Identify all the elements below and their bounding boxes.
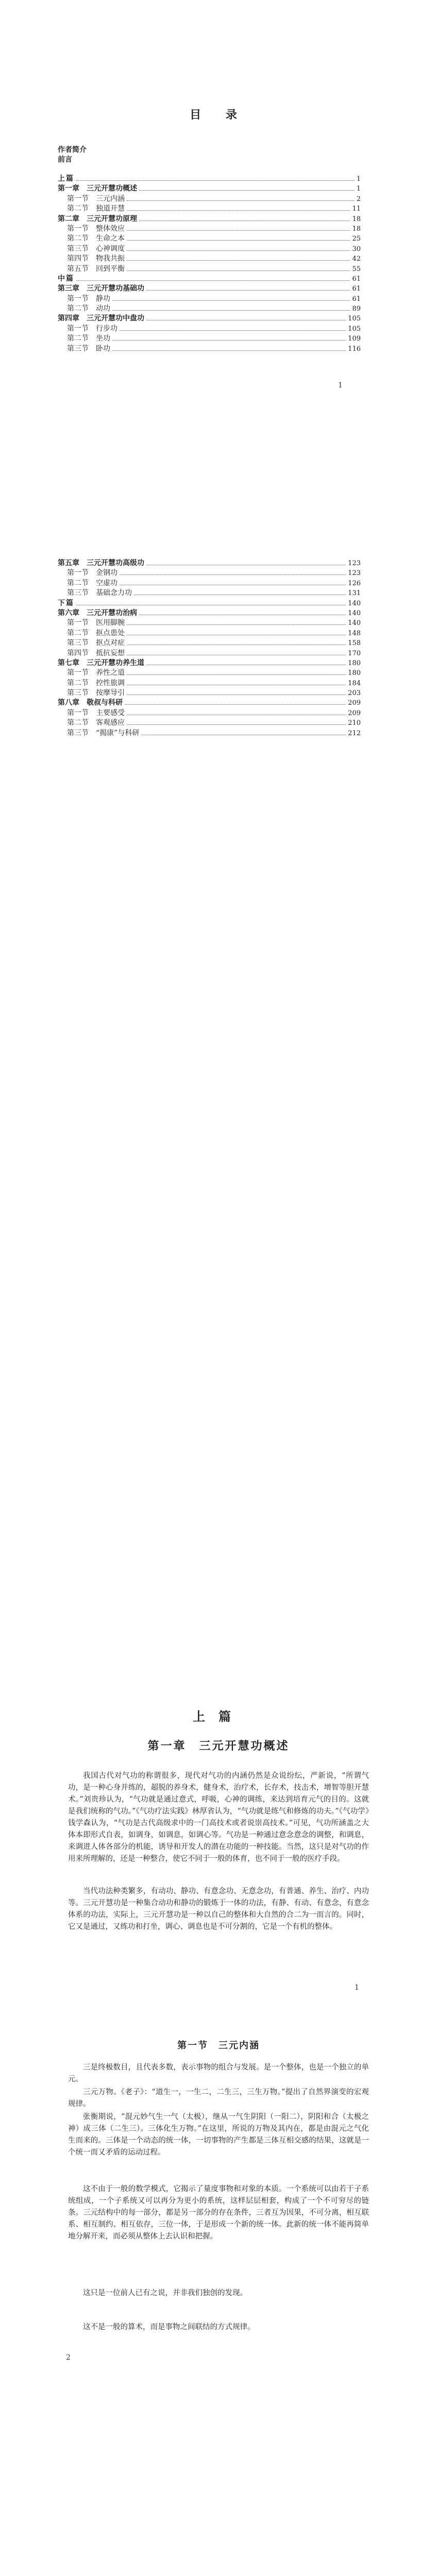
toc-entry-label: 第一节 医用脚腕 bbox=[67, 619, 125, 628]
toc-entry-label: 第二节 抠点患处 bbox=[67, 629, 125, 637]
toc-entry bbox=[58, 224, 361, 234]
toc-entry bbox=[58, 194, 361, 204]
page-mark: 1 bbox=[355, 1984, 359, 1992]
toc-entry bbox=[58, 344, 361, 354]
toc-entry-label: 第三节 基础念力功 bbox=[67, 589, 132, 598]
toc-list-part-b bbox=[58, 558, 361, 738]
toc-entry-label: 第一节 整体效应 bbox=[67, 224, 125, 233]
toc-entry-label: 第七章 三元开慧功养生道 bbox=[58, 658, 144, 667]
toc-entry-label: 第二节 空虚功 bbox=[67, 579, 117, 587]
paragraph: 当代功法种类繁多，有动功、静功、有意念功、无意念功，有普通、养生、治疗、内功等。三元开慧功是一种集合动功和静功的锻炼于一体的功法，有静、有动、有意念，有意念体系的功法，实际上，三元开慧功是一种以自己的整体和大自然的合二为一而言的。同时，它又是通过，又练功和打坐，调心、调息也是不可分割的，它是一个有机的整体。 bbox=[68, 1887, 369, 1931]
toc-entry-page: 18 bbox=[352, 215, 361, 223]
toc-leader-dots bbox=[76, 180, 355, 181]
toc-leader-dots bbox=[112, 350, 346, 351]
toc-entry bbox=[58, 668, 361, 678]
toc-entry bbox=[58, 324, 361, 334]
toc-entry-page: 184 bbox=[348, 679, 361, 687]
toc-leader-dots bbox=[146, 290, 350, 291]
toc-entry bbox=[58, 588, 361, 598]
paragraph: 我国古代对气功的称谓很多，现代对气功的内涵仍然是众说纷纭，严新说，“所谓气功，是一种心身并练的，超脱的养身术，健身术，治疗术，长存术，技击术，增智等胆开慧术。”刘贵珍认为，“气功就是通过意式，呼吸，心神的调练，来达到培育元气的目的。这就是我们统称的气功。”《气功疗法实践》林厚省认为，“气功就是练气和修炼的功夫。”《气功学》钱学森认为，“气功是古代高级求中的一门高技术或者说崇高技术。”可见，气功所涵盖之大体本即形式自表，如调身，如调息，如调心等。气功是一种通过意念意念的调整，和调息，来调进人体各部分的机能，诱导和开发人的潜在功能的一种技能。当然，这只是对气功的作用来所理解的，还是一种整合，使它不同于一般的体育，也不同于一般的医疗手段。 bbox=[68, 1772, 369, 1863]
toc-entry-label: 第一节 养性之道 bbox=[67, 669, 125, 677]
text-page bbox=[0, 2391, 437, 2576]
toc-entry-label: 第三节 “揭康”与科研 bbox=[67, 728, 140, 737]
toc-entry bbox=[58, 334, 361, 344]
toc-entry-label: 下篇 bbox=[58, 599, 74, 607]
toc-entry-page: 25 bbox=[352, 235, 361, 243]
toc-entry bbox=[58, 274, 361, 284]
toc-leader-dots bbox=[127, 724, 346, 725]
toc-entry-page: 105 bbox=[348, 315, 361, 323]
toc-entry-page: 140 bbox=[348, 619, 361, 628]
toc-leader-dots bbox=[127, 210, 350, 211]
toc-entry-label: 第二节 坐功 bbox=[67, 334, 110, 343]
toc-entry-page: 105 bbox=[348, 325, 361, 333]
toc-entry bbox=[58, 649, 361, 658]
toc-front bbox=[58, 145, 361, 165]
toc-entry bbox=[58, 244, 361, 254]
toc-leader-dots bbox=[112, 300, 350, 301]
toc-entry-label: 第三节 卧功 bbox=[67, 344, 110, 353]
paragraph: 张衡期说，“混元妙气生一气（太极），继从一气生阴阳（一阳二），阴阳和合（太极之神）成三体（二生三）。三体化生万物。”在这里，所说的万物及其内在，都是由混元之气化生而来的。三体是一个动态的统一体，一切事物的产生都是三体互相交感的结果，这就是一个统一而又矛盾的运动过程。 bbox=[68, 2113, 369, 2157]
toc-list-part-a bbox=[58, 174, 361, 354]
toc-entry-label: 第一章 三元开慧功概述 bbox=[58, 184, 137, 193]
toc-entry-page: 61 bbox=[352, 295, 361, 303]
toc-entry-page: 212 bbox=[348, 729, 361, 737]
toc-entry bbox=[58, 608, 361, 618]
toc-entry-page: 61 bbox=[352, 285, 361, 293]
toc-entry bbox=[58, 579, 361, 588]
toc-entry bbox=[58, 264, 361, 274]
toc-entry bbox=[58, 708, 361, 718]
toc-entry bbox=[58, 679, 361, 688]
toc-front-preface bbox=[58, 155, 361, 165]
toc-entry-page: 170 bbox=[348, 649, 361, 657]
toc-entry-label: 第三节 抠点对症 bbox=[67, 639, 125, 648]
toc-entry-page: 123 bbox=[348, 560, 361, 567]
toc-leader-dots bbox=[127, 674, 346, 675]
toc-entry-label: 第二章 三元开慧功原理 bbox=[58, 214, 137, 223]
toc-entry-label: 第一节 三元内涵 bbox=[67, 194, 125, 203]
toc-entry bbox=[58, 638, 361, 648]
toc-entry-page: 55 bbox=[352, 265, 361, 273]
toc-entry-page: 123 bbox=[348, 569, 361, 578]
toc-entry bbox=[58, 718, 361, 728]
toc-entry bbox=[58, 658, 361, 668]
toc-leader-dots bbox=[112, 340, 346, 341]
toc-entry bbox=[58, 728, 361, 738]
toc-entry-label: 第一节 主要感受 bbox=[67, 708, 125, 717]
chapter-heading: 第一章 三元开慧功概述 bbox=[147, 1739, 290, 1753]
toc-entry bbox=[58, 698, 361, 708]
toc-entry bbox=[58, 304, 361, 314]
toc-entry bbox=[58, 599, 361, 608]
toc-entry-label: 第一节 金钢功 bbox=[67, 569, 117, 578]
page-number: 1 bbox=[338, 381, 343, 389]
paragraph: 三是终极数目，且代表多数，表示事物的组合与发展。是一个整体，也是一个独立的单元。 bbox=[68, 2063, 369, 2083]
toc-leader-dots bbox=[120, 330, 346, 331]
toc-leader-dots bbox=[125, 704, 346, 705]
section-heading: 第一节 三元内涵 bbox=[177, 2040, 260, 2051]
toc-entry-label: 中篇 bbox=[58, 274, 74, 283]
toc-entry-page: 30 bbox=[352, 245, 361, 253]
toc-entry-label: 第二节 控性旅调 bbox=[67, 679, 125, 687]
toc-entry bbox=[58, 184, 361, 194]
toc-entry bbox=[58, 568, 361, 578]
toc-entry-label: 第四节 抵抗妄想 bbox=[67, 649, 125, 657]
toc-entry-label: 第二节 生命之本 bbox=[67, 234, 125, 243]
toc-entry-label: 第五节 回到平衡 bbox=[67, 264, 125, 273]
toc-entry bbox=[58, 284, 361, 294]
toc-entry bbox=[58, 254, 361, 264]
page-mark: 2 bbox=[66, 2353, 71, 2362]
part-heading: 上篇 bbox=[193, 1709, 244, 1724]
toc-leader-dots bbox=[112, 310, 350, 311]
toc-entry-page: 203 bbox=[348, 689, 361, 698]
toc-entry-page: 61 bbox=[352, 275, 361, 283]
toc-entry-page: 209 bbox=[348, 699, 361, 707]
toc-entry-page: 180 bbox=[348, 669, 361, 677]
toc-entry-label: 第四节 物我共振 bbox=[67, 255, 125, 263]
toc-entry-label: 第三章 三元开慧功基础功 bbox=[58, 284, 144, 293]
toc-entry bbox=[58, 618, 361, 628]
toc-entry-page: 140 bbox=[348, 599, 361, 607]
toc-entry-page: 148 bbox=[348, 629, 361, 637]
paragraph: 三元万物。《老子》：“道生一，一生二，二生三，三生万物。”提出了自然界演变的宏观规律。 bbox=[68, 2088, 369, 2108]
toc-entry-label: 第六章 三元开慧功治病 bbox=[58, 608, 137, 617]
paragraph: 这不是一般的算术，而是事物之间联结的方式规律。 bbox=[83, 2323, 255, 2331]
toc-entry-label: 第一节 行步功 bbox=[67, 324, 117, 333]
toc-entry-page: 11 bbox=[352, 205, 361, 213]
toc-leader-dots bbox=[127, 270, 350, 271]
toc-entry bbox=[58, 558, 361, 568]
toc-entry-label: 第五章 三元开慧功高级功 bbox=[58, 559, 144, 567]
toc-entry bbox=[58, 629, 361, 638]
toc-front-author bbox=[58, 145, 361, 155]
toc-leader-dots bbox=[76, 280, 350, 281]
toc-leader-dots bbox=[139, 190, 355, 191]
toc-leader-dots bbox=[127, 250, 350, 251]
toc-entry-page: 131 bbox=[348, 589, 361, 598]
toc-entry bbox=[58, 688, 361, 698]
toc-entry-page: 116 bbox=[348, 345, 361, 353]
toc-leader-dots bbox=[127, 260, 350, 261]
toc-page bbox=[0, 0, 437, 1030]
chapter-page bbox=[0, 1030, 437, 2020]
toc-entry-page: 42 bbox=[352, 255, 361, 263]
toc-entry-label: 第二节 动功 bbox=[67, 304, 110, 313]
toc-entry bbox=[58, 234, 361, 244]
toc-entry-page: 1 bbox=[356, 185, 361, 193]
toc-entry-label: 第三节 按摩导引 bbox=[67, 689, 125, 698]
toc-leader-dots bbox=[127, 240, 350, 241]
toc-front-label: 前言 bbox=[58, 156, 72, 164]
toc-entry bbox=[58, 214, 361, 224]
toc-entry-page: 109 bbox=[348, 335, 361, 343]
toc-entry-page: 210 bbox=[348, 719, 361, 727]
toc-entry bbox=[58, 174, 361, 184]
toc-entry bbox=[58, 204, 361, 214]
toc-entry-label: 第八章 敬叔与科研 bbox=[58, 699, 123, 707]
toc-front-label: 作者简介 bbox=[58, 146, 87, 154]
toc-entry-page: 18 bbox=[352, 225, 361, 233]
toc-entry-page: 180 bbox=[348, 659, 361, 667]
toc-entry-page: 126 bbox=[348, 579, 361, 587]
toc-leader-dots bbox=[127, 200, 355, 201]
toc-entry-page: 2 bbox=[356, 195, 361, 203]
toc-entry-label: 第二节 客观感应 bbox=[67, 719, 125, 727]
toc-leader-dots bbox=[127, 230, 350, 231]
toc-entry-label: 第三节 心神调度 bbox=[67, 244, 125, 253]
toc-entry-label: 上篇 bbox=[58, 175, 74, 183]
toc-leader-dots bbox=[120, 574, 346, 575]
toc-leader-dots bbox=[127, 694, 346, 695]
toc-entry-page: 158 bbox=[348, 639, 361, 648]
toc-entry-label: 第一节 静功 bbox=[67, 294, 110, 303]
toc-entry-page: 1 bbox=[356, 175, 361, 183]
toc-entry-page: 89 bbox=[352, 305, 361, 313]
paragraph: 这不由于一般的数学模式，它揭示了量度事物和对象的本质。一个系统可以由若干子系统组成，一个子系统又可以再分为更小的系统，这样层层相套，构成了一个不可穷尽的链条。三元结构中的每一部分，都是另一部分的存在条件，三者互为因果，不可分离，相互联系、相互制约、相互依存，三位一体，于是形成一个新的统一体。此新的统一体不能再简单地分解开来，而必须从整体上去认识和把握。 bbox=[68, 2185, 369, 2241]
toc-leader-dots bbox=[127, 624, 346, 625]
toc-entry-label: 第二节 独道开慧 bbox=[67, 205, 125, 213]
toc-entry bbox=[58, 314, 361, 324]
toc-title: 目 录 bbox=[190, 108, 247, 122]
paragraph: 这只是一位前人已有之说，并非我们独创的发现。 bbox=[83, 2289, 247, 2297]
toc-entry bbox=[58, 294, 361, 304]
toc-entry-label: 第四章 三元开慧功中盘功 bbox=[58, 314, 144, 323]
toc-entry-page: 209 bbox=[348, 709, 361, 717]
toc-entry-page: 140 bbox=[348, 609, 361, 617]
